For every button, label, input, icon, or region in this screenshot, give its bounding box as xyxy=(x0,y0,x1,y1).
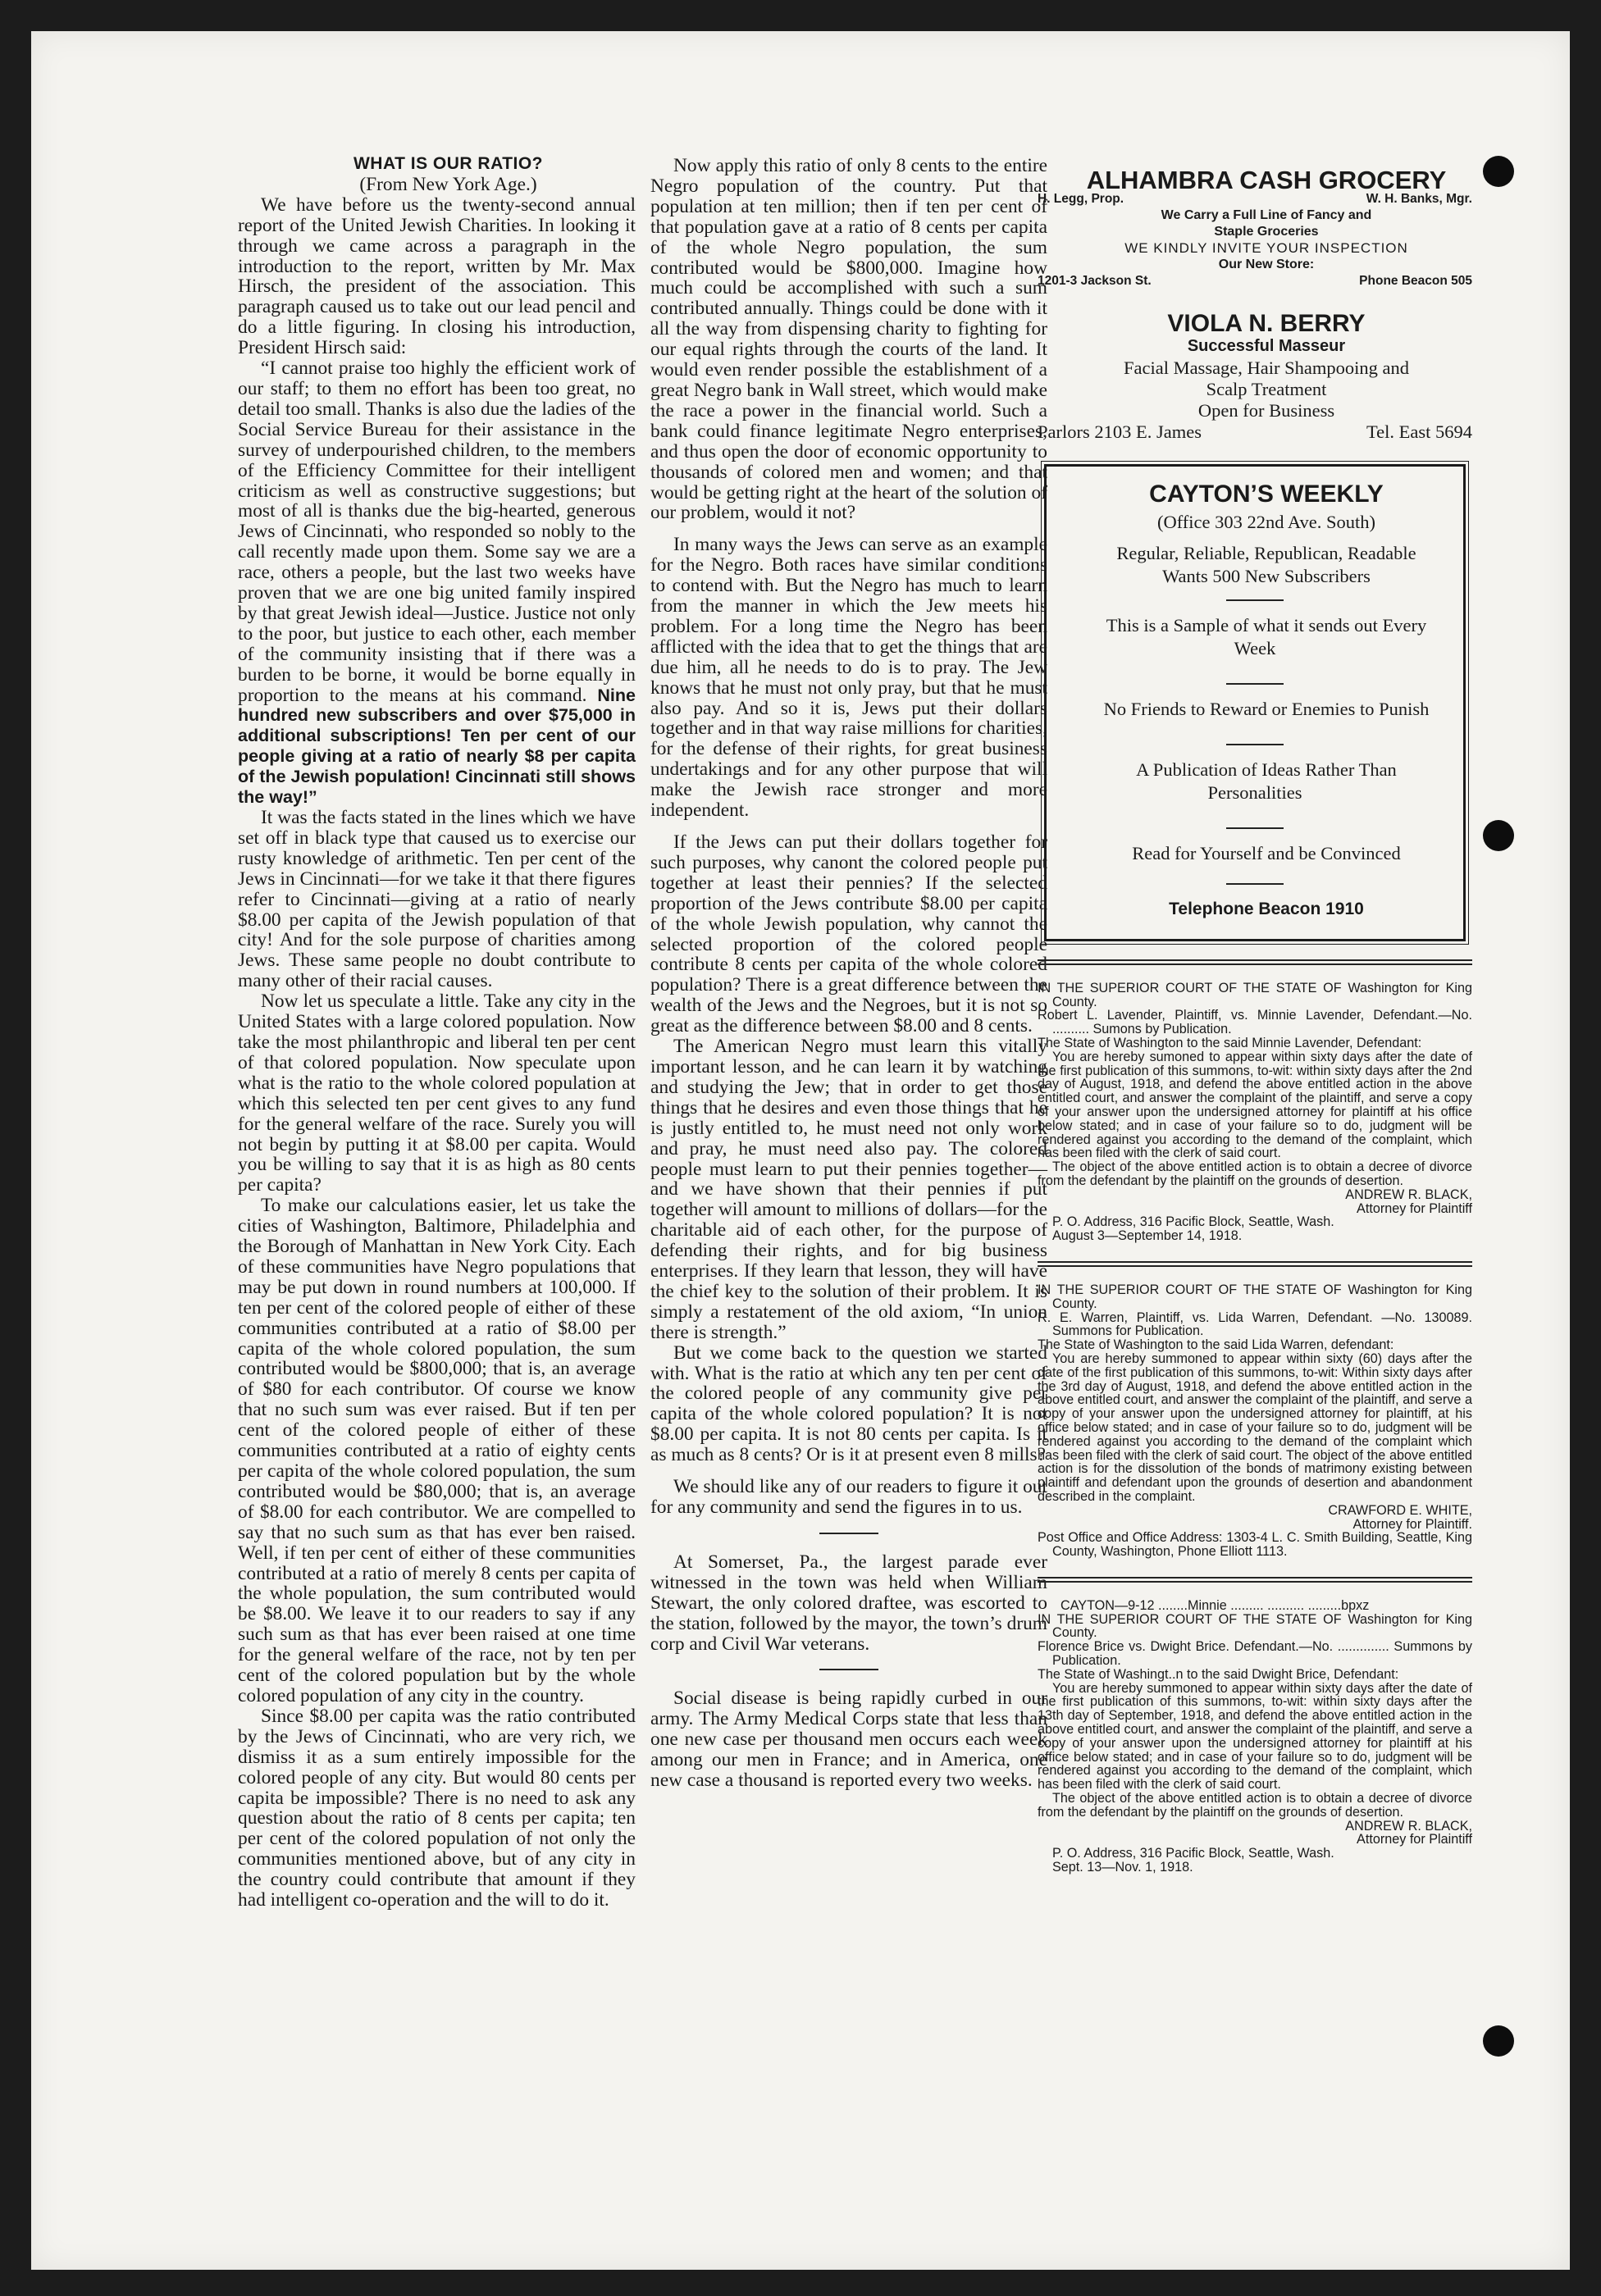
alhambra-address: 1201-3 Jackson St. xyxy=(1038,273,1152,288)
cayton-weekly-ad xyxy=(1044,464,1466,941)
section-divider xyxy=(819,1533,878,1534)
article-paragraph: It was the facts stated in the lines which we have set off in black type that caused us to exercise our rusty knowledge of arithmetic. Ten per cent of the Jews in Cincinnati—for we take it that there figures refer to Cincinnati—giving at a ratio of nearly $8.00 per capita of the Jewish population of that city! And for the sole purpose of charities among Jews. These same people no doubt contribute to many other of their racial causes. xyxy=(238,807,636,992)
rule xyxy=(1038,1577,1472,1583)
article-paragraph: To make our calculations easier, let us take the cities of Washington, Baltimore, Philadelphia and the Borough of Manhattan in New York City. Each of these communities have Negro populations that may be put down in round numbers at 100,000. If ten per cent of the colored people of either of these communities contributed at a ratio of $8.00 per capita of the whole colored population, the sum contributed would be $800,000; that is, an average of $80 for each contributor. Of course we know that no such sum was ever raised. But if ten per cent of the colored people of either of these communities contributed at a ratio of eighty cents per capita of the whole colored population, the sum contributed would be $80,000; that is, an average of $8.00 for each contributor. We are compelled to say that no such sum as that has ever ben raised. Well, if ten per cent of either of these communities contributed at a ratio of merely 8 cents per capita of the whole population, the sum contributed would be $8.00. We leave it to our readers to say if any such sum as that has ever been raised at one time for the general welfare of the race, not by ten per cent of the colored population but by the whole colored population of any city in the country. xyxy=(238,1195,636,1706)
notice-address: P. O. Address, 316 Pacific Block, Seattle, Wash. xyxy=(1052,1214,1334,1230)
alhambra-line1: We Carry a Full Line of Fancy and xyxy=(1161,207,1372,222)
alhambra-prop: H. Legg, Prop. xyxy=(1038,191,1124,206)
berry-name: VIOLA N. BERRY xyxy=(1167,309,1366,337)
cayton-friends: No Friends to Reward or Enemies to Punish xyxy=(1103,698,1430,719)
notice-to: The State of Washington to the said Lida Warren, defendant: xyxy=(1038,1337,1394,1353)
alhambra-title: ALHAMBRA CASH GROCERY xyxy=(1086,166,1447,194)
alhambra-store: Our New Store: xyxy=(1218,257,1315,271)
article-quote xyxy=(238,358,636,808)
notice-body: You are hereby summoned to appear within sixty days after the date of the first publication of this summons, to-wit: within sixty days after the 13th day of September, 1918, and defend the above entitled action in the above entitled court, and answer the complaint of the plaintiff, and serve a copy of your answer upon the undersigned attorney for plaintiff at his office below stated; and in case of your failure so to do, judgment will be rendered against you according to the demand of the complaint, which has been filed with the clerk of said court. xyxy=(1038,1680,1472,1793)
notice-object: The object of the above entitled action is to obtain a decree of divorce from the defendant by the plaintiff on the grounds of desertion. xyxy=(1038,1159,1472,1188)
newspaper-page xyxy=(31,31,1570,2270)
alhambra-contact xyxy=(1038,273,1472,289)
notice-object: The object of the above entitled action is to obtain a decree of divorce from the defendant by the plaintiff on the grounds of desertion. xyxy=(1038,1791,1472,1820)
article-paragraph: Now apply this ratio of only 8 cents to the entire Negro population of the country. Put that population at ten million; then if ten per cent of that population gave at a ratio of 8 cents per capita of the whole Negro population, the sum contributed would be $800,000. Imagine how much could be accomplished with such a sum contributed annually. Things could be done with it all the way from dispensing charity to fighting for our equal rights through the courts of the land. It would even render possible the establishment of a great Negro bank in Wall street, which would make the race a power in the financial world. Such a bank could finance legitimate Negro enterprises, and thus open the door of economic opportunity to thousands of colored men and women; and that would be getting right at the heart of the solution of our problem, would it not? xyxy=(650,155,1047,524)
notice-parties: Florence Brice vs. Dwight Brice. Defendant.—No. .............. Summons by Publication. xyxy=(1038,1639,1472,1669)
notice-dates: Sept. 13—Nov. 1, 1918. xyxy=(1052,1860,1193,1875)
cayton-office: (Office 303 22nd Ave. South) xyxy=(1156,511,1375,532)
legal-notice-lavender xyxy=(1038,982,1472,1243)
punch-hole-middle xyxy=(1483,820,1514,851)
section-divider xyxy=(819,1669,878,1670)
notice-role: Attorney for Plaintiff xyxy=(1357,1832,1472,1847)
berry-parlors: Parlors 2103 E. James xyxy=(1038,421,1202,442)
cayton-read: Read for Yourself and be Convinced xyxy=(1132,842,1401,863)
berry-tel: Tel. East 5694 xyxy=(1366,421,1472,442)
notice-parties: R. E. Warren, Plaintiff, vs. Lida Warren, Defendant. —No. 130089. Summons for Publication. xyxy=(1038,1310,1472,1339)
alhambra-ad xyxy=(1038,166,1472,289)
alhambra-phone: Phone Beacon 505 xyxy=(1359,273,1472,288)
article-paragraph: We have before us the twenty-second annual report of the United Jewish Charities. In looking it through we came across a paragraph in the introduction to the report, written by Mr. Max Hirsch, the president of the association. This paragraph caused us to take out our lead pencil and do a little figuring. In closing his introduction, President Hirsch said: xyxy=(238,194,636,359)
notice-address: P. O. Address, 316 Pacific Block, Seattle, Wash. xyxy=(1052,1846,1334,1861)
legal-notice-warren xyxy=(1038,1283,1472,1559)
article-paragraph: We should like any of our readers to figure it out for any community and send the figures in to us. xyxy=(650,1476,1047,1518)
article-paragraph: If the Jews can put their dollars together for such purposes, why canont the colored people put together at least their pennies? If the selected proportion of the Jews contribute $8.00 per capita of the whole Jewish population, why cannot the selected proportion of the colored people contribute 8 cents per capita of the whole colored population? There is a great difference between the wealth of the Jews and the Negroes, but it is not so great as the difference between $8.00 and 8 cents. xyxy=(650,831,1047,1037)
punch-hole-top xyxy=(1483,156,1514,187)
cayton-wants: Wants 500 New Subscribers xyxy=(1162,565,1371,586)
cayton-motto: Regular, Reliable, Republican, Readable xyxy=(1116,542,1416,563)
article-headline: WHAT IS OUR RATIO? xyxy=(353,154,544,173)
article-column-2 xyxy=(650,156,1047,1791)
berry-services-1: Facial Massage, Hair Shampooing and xyxy=(1123,357,1410,378)
bold-quote: Nine hundred new subscribers and over $75,000 in additional subscriptions! Ten per cent of our people giving at a ratio of nearly $8 per capita of the Jewish population! Cincinnati still shows the way!” xyxy=(238,685,636,808)
article-paragraph: In many ways the Jews can serve as an example for the Negro. Both races have similar conditions to contend with. But the Negro has much to learn from the manner in which the Jew meets his problem. For a long time the Negro has been afflicted with the idea that to get the things that are due him, all he needs to do is to pray. The Jew knows that he must not only pray, but that he must also pay. And so it is, Jews put their dollars together and in that way raise millions for charities, for the defense of their rights, for great business undertakings and for any other purpose that will make the Jewish race stronger and more independent. xyxy=(650,534,1047,822)
rule xyxy=(1038,959,1472,965)
notice-body: You are hereby summoned to appear within sixty (60) days after the date of the first publication of this summons, to-wit: Within sixty days after the 3rd day of August, 1918, and defend the above entitled action in the above entitled court, and answer the complaint of the plaintiff, and serve a copy of your answer upon the undersigned attorney for plaintiff, at his office below stated; and in case of your failure so to do, judgment will be rendered against you according to the demand of the complaint which has been filed with the clerk of said court. The object of the above entitled action is for the dissolution of the bonds of matrimony existing between plaintiff and defendant upon the grounds of desertion and abandonment described in the complaint. xyxy=(1038,1351,1472,1504)
notice-court: IN THE SUPERIOR COURT OF THE STATE OF Washington for King County. xyxy=(1038,1282,1472,1311)
cayton-sample: This is a Sample of what it sends out Every Week xyxy=(1106,614,1427,658)
cayton-phone: Telephone Beacon 1910 xyxy=(1169,899,1364,918)
quote-text: “I cannot praise too highly the efficient work of our staff; to them no effort has been too great, no detail too small. Thanks is also due the ladies of the Social Service Bureau for their assistance in the survey of underpourished children, to the members of the Efficiency Committee for their intelligent criticism as well as constructive suggestions; but most of all is thanks due the big-hearted, generous Jews of Cincinnati, who responded so nobly to the call recently made upon them. Some say we are a race, others a people, but the last two weeks have proven that we are one big united family inspired by that great Jewish ideal—Justice. Justice not only to the poor, but justice to each other, each member of the community insisting that if there was a burden to be borne, it would be borne equally in proportion to the means at his command. xyxy=(238,358,636,706)
alhambra-line2: Staple Groceries xyxy=(1214,224,1319,239)
notice-attorney: CRAWFORD E. WHITE, xyxy=(1328,1502,1472,1518)
article-paragraph: But we come back to the question we started with. What is the ratio at which any ten per cent of the colored people of any community give per capita of the whole colored population? It is not $8.00 per capita. It is not 80 cents per capita. Is it as much as 8 cents? Or is it at present even 8 mills? xyxy=(650,1342,1047,1466)
notice-to: The State of Washingt..n to the said Dwight Brice, Defendant: xyxy=(1038,1666,1399,1682)
article-column-1 xyxy=(238,154,636,1911)
article-paragraph: Since $8.00 per capita was the ratio contributed by the Jews of Cincinnati, who are very rich, we dismiss it as a sum entirely impossible for the colored people of any city. But would 80 cents per capita be impossible? There is no need to ask any question about the ratio of 8 cents per capita; ten per cent of the colored population of not only the communities mentioned above, but of any city in the country could contribute that amount if they had intelligent co-operation and the will to do it. xyxy=(238,1705,636,1911)
notice-header: CAYTON—9-12 ........Minnie ......... .......... .........bpxz xyxy=(1060,1597,1370,1613)
notice-attorney: ANDREW R. BLACK, xyxy=(1345,1818,1472,1834)
berry-services-2: Scalp Treatment xyxy=(1206,378,1327,399)
cayton-title: CAYTON’S WEEKLY xyxy=(1149,480,1384,508)
alhambra-mgr: W. H. Banks, Mgr. xyxy=(1366,191,1472,206)
notice-court: IN THE SUPERIOR COURT OF THE STATE OF Washington for King County. xyxy=(1038,1611,1472,1641)
punch-hole-bottom xyxy=(1483,2025,1514,2057)
cayton-ideas: A Publication of Ideas Rather Than Personalities xyxy=(1136,758,1397,803)
berry-open: Open for Business xyxy=(1197,399,1335,421)
notice-dates: August 3—September 14, 1918. xyxy=(1052,1228,1243,1244)
ads-column xyxy=(1038,166,1472,1875)
brief-somerset: At Somerset, Pa., the largest parade ever witnessed in the town was held when William Stewart, the only colored draftee, was escorted to the station, followed by the mayor, the town’s drum corp and Civil War veterans. xyxy=(650,1551,1047,1655)
article-paragraph: Now let us speculate a little. Take any city in the United States with a large colored population. Now take the most philanthropic and liberal ten per cent of that colored population. Now speculate upon what is the ratio to the whole colored population at which this selected ten per cent gives to any fund for the general welfare of the race. Surely you will not begin by putting it at $8.00 per capita. Would you be willing to say that it is as high as 80 cents per capita? xyxy=(238,991,636,1196)
notice-to: The State of Washington to the said Minnie Lavender, Defendant: xyxy=(1038,1036,1422,1050)
article-source: (From New York Age.) xyxy=(359,173,537,195)
berry-ad xyxy=(1038,309,1472,443)
alhambra-invite: WE KINDLY INVITE YOUR INSPECTION xyxy=(1124,239,1408,256)
notice-body: You are hereby sumoned to appear within sixty days after the date of the first publication of this summons, to-wit: within sixty days after the 2nd day of August, 1918, and defend the above entitled action in the above entitled court, and answer the complaint of the plaintiff, and serve a copy of your answer upon the undersigned attorney for plaintiff at his office below stated; and in case of your failure so to do, judgment will be rendered against you according to the demand of the complaint, which has been filed with the clerk of said court. xyxy=(1038,1049,1472,1161)
notice-court: IN THE SUPERIOR COURT OF THE STATE OF Washington for King County. xyxy=(1038,980,1472,1009)
notice-address: Post Office and Office Address: 1303-4 L. C. Smith Building, Seattle, King County, Washington, Phone Elliott 1113. xyxy=(1038,1530,1472,1560)
notice-attorney: ANDREW R. BLACK, xyxy=(1345,1187,1472,1202)
rule xyxy=(1038,1261,1472,1267)
legal-notice-brice xyxy=(1038,1599,1472,1875)
berry-tagline: Successful Masseur xyxy=(1187,336,1346,355)
notice-role: Attorney for Plaintiff. xyxy=(1352,1516,1472,1532)
berry-contact xyxy=(1038,421,1472,443)
notice-parties: Robert L. Lavender, Plaintiff, vs. Minnie Lavender, Defendant.—No. .......... Sumons by Publication. xyxy=(1038,1008,1472,1037)
notice-role: Attorney for Plaintiff xyxy=(1357,1200,1472,1216)
article-paragraph: The American Negro must learn this vitally important lesson, and he can learn it by watching and studying the Jew; that in order to get those things that he desires and even those things that he is justly entitled to, he must need not only work and pray, he must need also pay. The colored people must learn to put their pennies together—and we have shown that their pennies if put together will amount to millions of dollars—for the charitable aid of each other, for the purpose of defending their rights, and for big business enterprises. If they learn that lesson, they will have the chief key to the solution of their problem. It is simply a restatement of the old axiom, “In union there is strength.” xyxy=(650,1036,1047,1343)
brief-social-disease: Social disease is being rapidly curbed in our army. The Army Medical Corps state that less than one new case per thousand men occurs each week among our men in France; and in America, one new case a thousand is reported every two weeks. xyxy=(650,1688,1047,1792)
